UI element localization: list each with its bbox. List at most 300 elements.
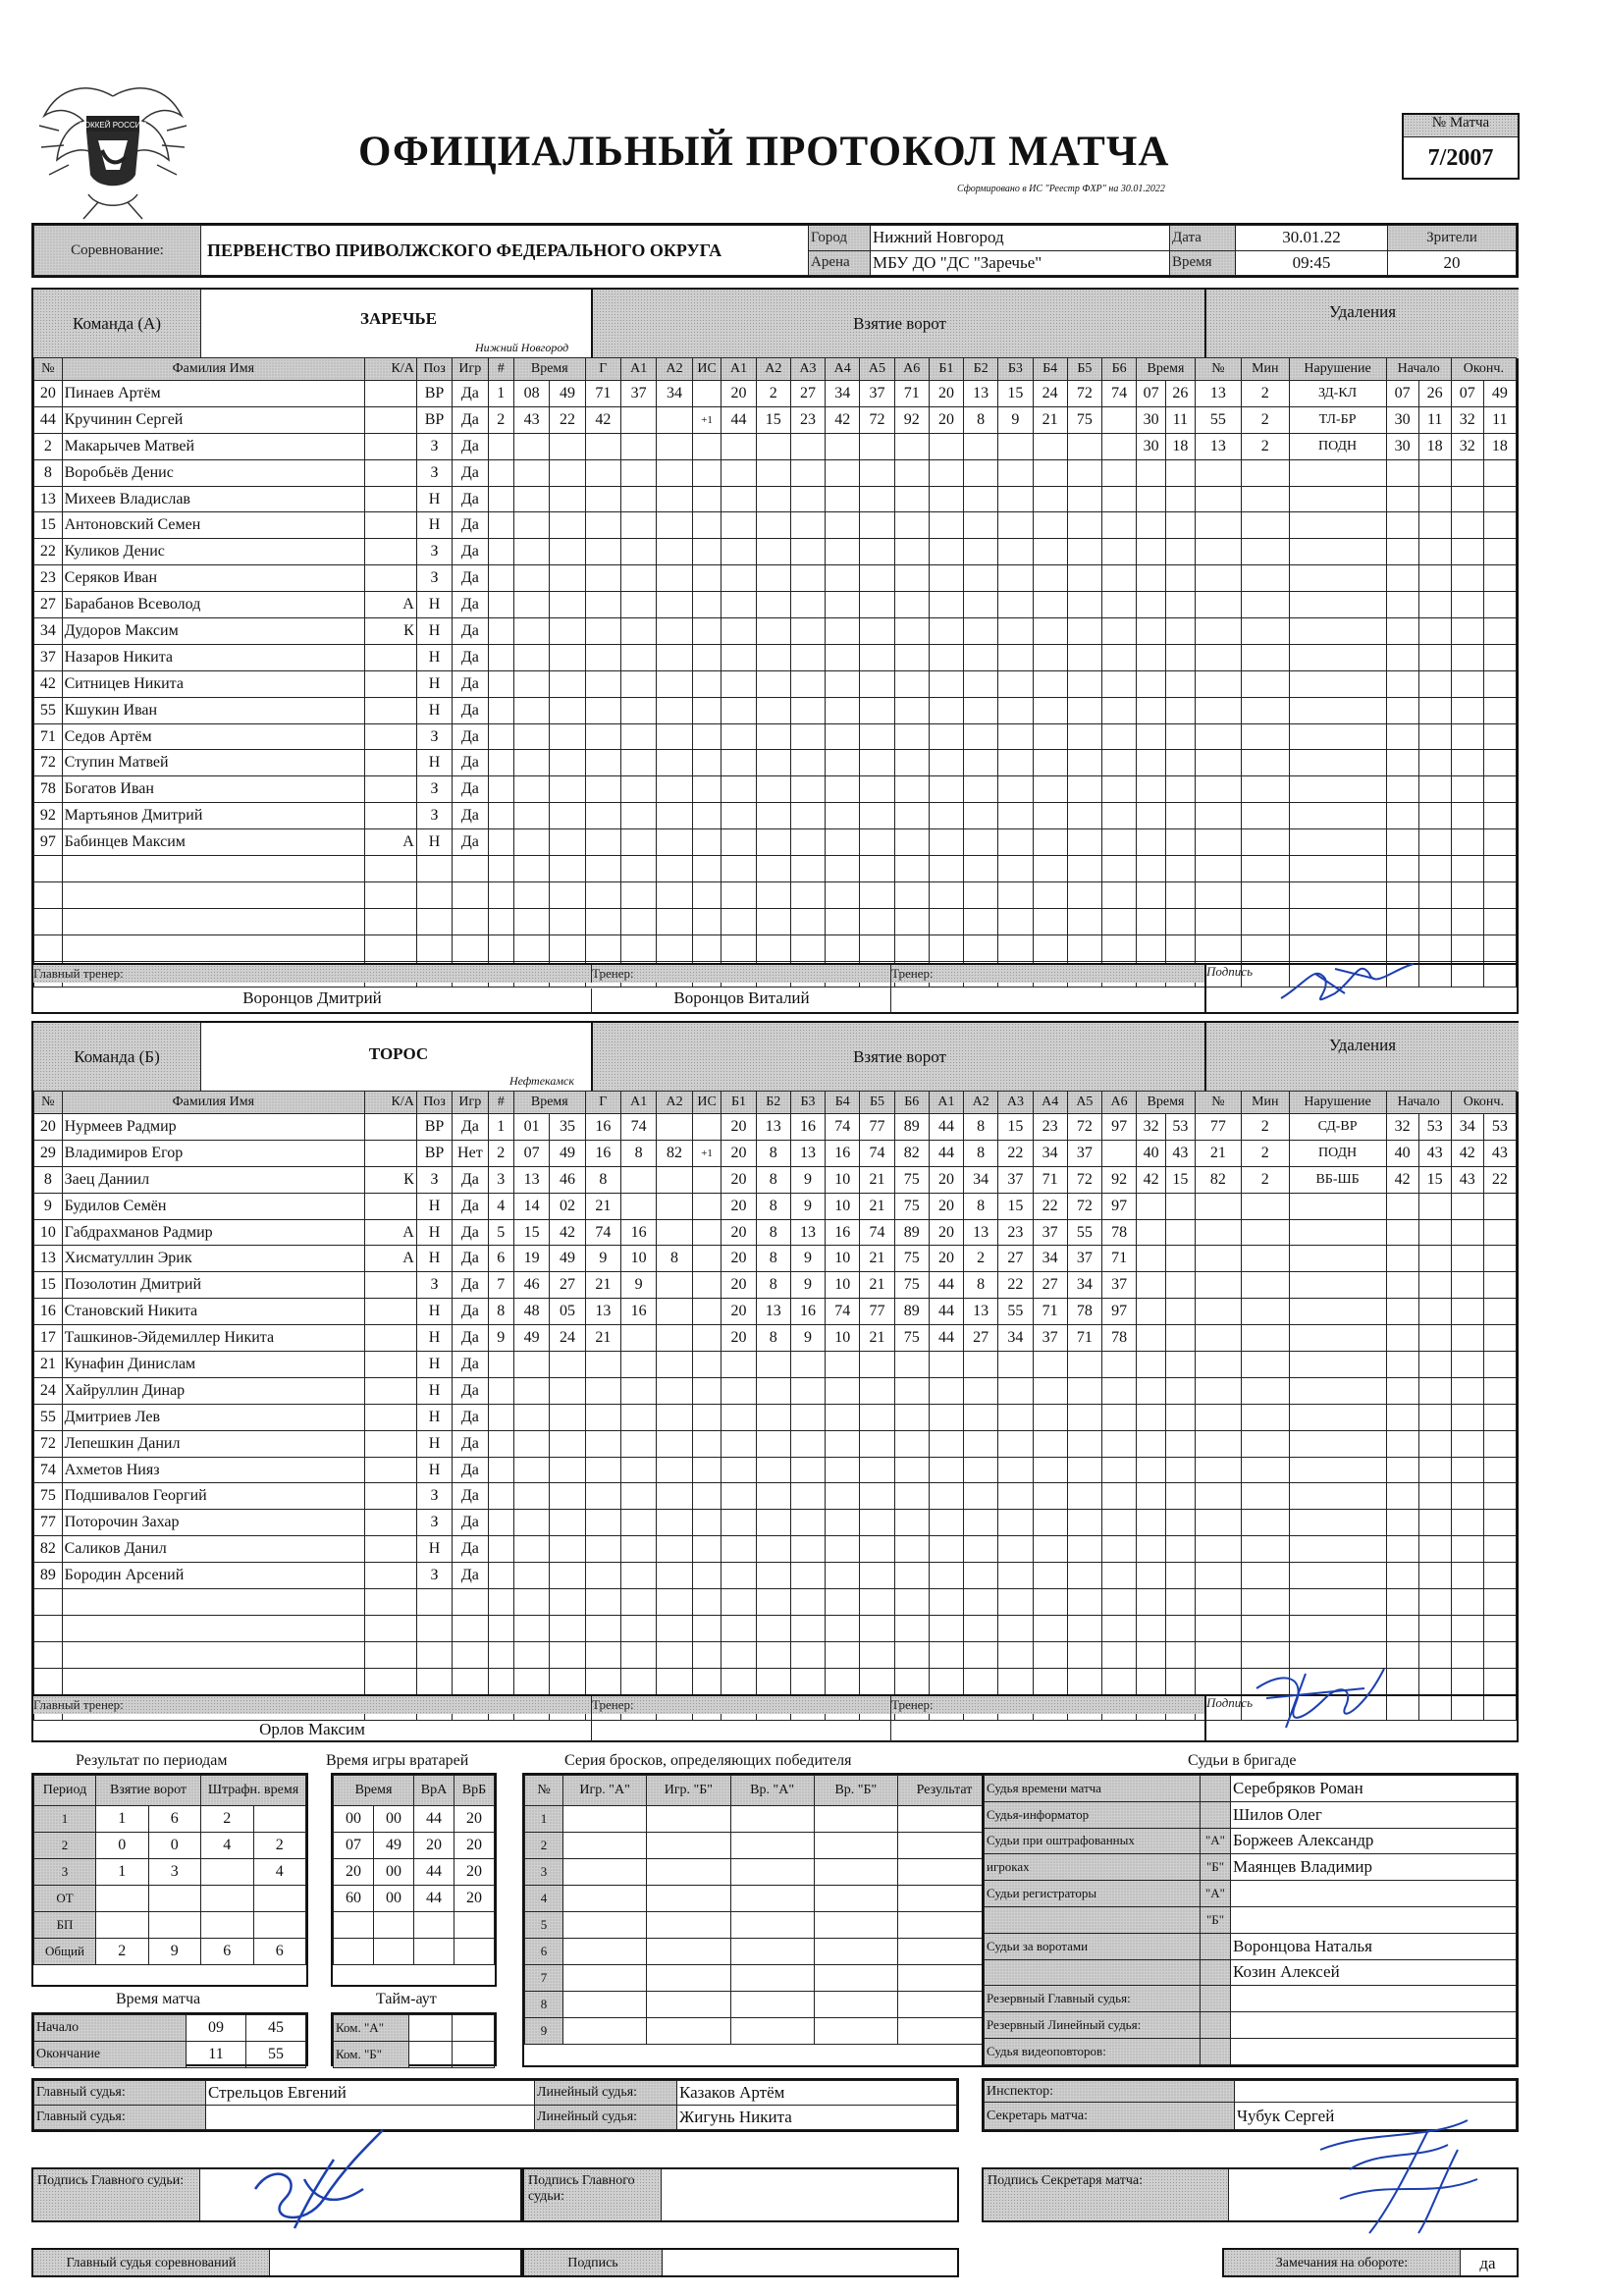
- penalty-cell: [1195, 881, 1241, 908]
- penalty-cell: [1386, 723, 1418, 750]
- penalty-cell: [1386, 803, 1418, 829]
- player-position: Н: [416, 1193, 452, 1219]
- penalty-cell: ТЛ-БР: [1289, 406, 1386, 433]
- periods-title: Результат по периодам: [76, 1752, 228, 1769]
- goal-cell: [894, 459, 929, 486]
- goal-cell: [860, 1352, 894, 1378]
- penalty-cell: [1242, 1430, 1289, 1457]
- goal-cell: [790, 856, 825, 882]
- table-row: [525, 1965, 991, 1992]
- goal-cell: [585, 1377, 620, 1404]
- table-row: [34, 1246, 1517, 1272]
- goal-cell: [513, 644, 549, 670]
- goal-cell: [657, 1430, 692, 1457]
- penalty-cell: [1289, 881, 1386, 908]
- goal-cell: [756, 1404, 790, 1430]
- penalty-cell: [1165, 1536, 1195, 1563]
- goal-cell: [1033, 592, 1067, 618]
- player-position: З: [416, 565, 452, 592]
- player-col-header: К/А: [364, 1092, 416, 1114]
- penalty-cell: [1451, 1246, 1483, 1272]
- goal-cell: [1067, 1615, 1101, 1641]
- goal-cell: 34: [826, 381, 860, 407]
- goal-cell: [550, 1377, 585, 1404]
- player-number: 89: [34, 1563, 63, 1589]
- goal-cell: [894, 1641, 929, 1668]
- penalty-cell: [1451, 1352, 1483, 1378]
- penalty-cell: [1137, 1352, 1166, 1378]
- team-b-head-coach-label: Главный тренер:: [33, 1697, 124, 1712]
- period-value: 6: [148, 1806, 201, 1833]
- player-name: Саликов Данил: [62, 1536, 364, 1563]
- goal-cell: [826, 856, 860, 882]
- player-role: [364, 644, 416, 670]
- goal-cell: [657, 776, 692, 803]
- goal-cell: [513, 908, 549, 934]
- goal-cell: [692, 1589, 721, 1616]
- goal-cell: [657, 539, 692, 565]
- goal-cell: [790, 565, 825, 592]
- official-name: Воронцова Наталья: [1231, 1933, 1517, 1959]
- penalty-cell: [1289, 1457, 1386, 1483]
- goal-cell: 34: [1067, 1272, 1101, 1299]
- player-number: [34, 934, 63, 961]
- goal-cell: 2: [488, 406, 513, 433]
- goal-cell: [721, 723, 756, 750]
- goal-cell: [488, 723, 513, 750]
- player-name: [62, 908, 364, 934]
- goal-cell: [1033, 1589, 1067, 1616]
- goal-cell: 49: [550, 1246, 585, 1272]
- goal-cell: 8: [756, 1219, 790, 1246]
- goal-cell: [894, 512, 929, 539]
- penalty-cell: [1165, 776, 1195, 803]
- official-name: Шилов Олег: [1231, 1801, 1517, 1828]
- player-position: [416, 1615, 452, 1641]
- player-position: З: [416, 1510, 452, 1536]
- goal-cell: [585, 934, 620, 961]
- goal-cell: [585, 1641, 620, 1668]
- goal-col-header: А2: [756, 358, 790, 381]
- goal-cell: 7: [488, 1272, 513, 1299]
- goal-cell: [621, 1377, 657, 1404]
- shootout-cell: [898, 1859, 991, 1886]
- penalty-cell: [1483, 1641, 1516, 1668]
- goal-cell: [692, 723, 721, 750]
- penalty-cell: [1195, 1483, 1241, 1510]
- penalty-cell: [1195, 1246, 1241, 1272]
- player-position: З: [416, 1563, 452, 1589]
- goal-cell: 13: [964, 1299, 998, 1325]
- goal-cell: [964, 776, 998, 803]
- penalty-cell: [1418, 670, 1451, 697]
- penalty-cell: 2: [1242, 1140, 1289, 1166]
- player-name: Дудоров Максим: [62, 618, 364, 645]
- penalty-cell: [1165, 1377, 1195, 1404]
- penalty-cell: 32: [1451, 406, 1483, 433]
- team-a-goals-title: Взятие ворот: [591, 290, 1206, 358]
- table-row: [525, 1859, 991, 1886]
- goal-cell: [657, 565, 692, 592]
- period-value: 6: [201, 1939, 254, 1965]
- goal-cell: [488, 1563, 513, 1589]
- goal-cell: 8: [964, 1193, 998, 1219]
- penalty-cell: [1165, 881, 1195, 908]
- goal-cell: 97: [1102, 1114, 1137, 1141]
- penalty-col-header: Время: [1137, 358, 1195, 381]
- goal-cell: [894, 934, 929, 961]
- penalty-cell: [1418, 644, 1451, 670]
- shootout-cell: [814, 1859, 897, 1886]
- goal-cell: [621, 723, 657, 750]
- penalty-cell: [1242, 512, 1289, 539]
- penalty-cell: 26: [1418, 381, 1451, 407]
- goal-cell: [826, 670, 860, 697]
- goal-cell: [964, 459, 998, 486]
- goal-cell: 10: [826, 1325, 860, 1352]
- player-played: Да: [453, 459, 488, 486]
- team-b-header: [33, 1023, 1487, 1092]
- penalty-cell: [1483, 881, 1516, 908]
- penalty-cell: [1289, 723, 1386, 750]
- penalty-cell: 18: [1165, 433, 1195, 459]
- shootout-round: 2: [525, 1833, 563, 1859]
- penalty-cell: [1165, 539, 1195, 565]
- goal-cell: 35: [550, 1114, 585, 1141]
- penalty-cell: [1242, 750, 1289, 776]
- goal-cell: [550, 750, 585, 776]
- team-a-signature-label: Подпись: [1206, 964, 1253, 979]
- penalty-cell: [1137, 1615, 1166, 1641]
- goal-cell: [894, 1483, 929, 1510]
- goal-cell: [721, 1536, 756, 1563]
- spectators-value: 20: [1388, 250, 1517, 276]
- goal-cell: [1102, 1536, 1137, 1563]
- shootout-round: 8: [525, 1992, 563, 2018]
- shootout-cell: [730, 1965, 814, 1992]
- goal-cell: [790, 644, 825, 670]
- goal-cell: [964, 565, 998, 592]
- page-title: ОФИЦИАЛЬНЫЙ ПРОТОКОЛ МАТЧА: [358, 129, 1170, 175]
- goal-cell: [488, 512, 513, 539]
- penalty-cell: [1483, 1615, 1516, 1641]
- official-role: Резервный Линейный судья:: [985, 2012, 1201, 2039]
- goal-cell: [1067, 592, 1101, 618]
- player-col-header: №: [34, 1092, 63, 1114]
- goal-cell: [790, 908, 825, 934]
- goal-cell: [998, 1563, 1033, 1589]
- period-value: 1: [96, 1806, 149, 1833]
- goal-col-header: Б4: [826, 1092, 860, 1114]
- goal-cell: 78: [1102, 1325, 1137, 1352]
- goal-col-header: Б3: [998, 358, 1033, 381]
- goal-cell: [1102, 1668, 1137, 1694]
- goal-cell: 15: [998, 1193, 1033, 1219]
- table-row: [525, 1886, 991, 1912]
- penalty-cell: [1418, 618, 1451, 645]
- penalty-cell: [1165, 565, 1195, 592]
- goal-col-header: Б5: [1067, 358, 1101, 381]
- goal-col-header: А6: [1102, 1092, 1137, 1114]
- goal-cell: [998, 1430, 1033, 1457]
- player-col-header: Поз: [416, 358, 452, 381]
- goal-cell: [1067, 934, 1101, 961]
- period-value: [201, 1912, 254, 1939]
- goal-col-header: А4: [826, 358, 860, 381]
- shootout-cell: [814, 1939, 897, 1965]
- goal-cell: [721, 750, 756, 776]
- table-row: [34, 1272, 1517, 1299]
- player-name: Габдрахманов Радмир: [62, 1219, 364, 1246]
- coach2-label-bg: [890, 1696, 1205, 1714]
- goal-cell: [721, 670, 756, 697]
- goal-cell: 8: [621, 1140, 657, 1166]
- player-role: [364, 1404, 416, 1430]
- goal-cell: 13: [790, 1140, 825, 1166]
- goal-cell: [894, 1589, 929, 1616]
- goal-col-header: Б5: [860, 1092, 894, 1114]
- goal-cell: [860, 1563, 894, 1589]
- goal-cell: [585, 697, 620, 723]
- goal-cell: [929, 1589, 963, 1616]
- player-played: Да: [453, 486, 488, 512]
- goal-cell: [621, 1563, 657, 1589]
- goal-cell: [721, 1510, 756, 1536]
- goal-cell: 22: [550, 406, 585, 433]
- player-role: [364, 1352, 416, 1378]
- goal-cell: [1067, 1510, 1101, 1536]
- goal-cell: [894, 539, 929, 565]
- goal-cell: [692, 1668, 721, 1694]
- goal-cell: [826, 934, 860, 961]
- goal-cell: [1102, 829, 1137, 856]
- official-name: Козин Алексей: [1231, 1959, 1517, 1986]
- goal-cell: [860, 670, 894, 697]
- official-role: Резервный Главный судья:: [985, 1986, 1201, 2012]
- player-role: [364, 512, 416, 539]
- goal-cell: 21: [585, 1193, 620, 1219]
- penalty-cell: [1418, 565, 1451, 592]
- goal-cell: [1033, 565, 1067, 592]
- penalty-cell: [1386, 539, 1418, 565]
- line-referee2: Жигунь Никита: [677, 2106, 957, 2130]
- player-col-header: Фамилия Имя: [62, 358, 364, 381]
- goal-cell: [1102, 1641, 1137, 1668]
- goal-cell: 1: [488, 381, 513, 407]
- match-number: 7/2007: [1427, 145, 1494, 171]
- penalty-cell: [1195, 1193, 1241, 1219]
- goal-cell: [998, 1641, 1033, 1668]
- goal-cell: [550, 433, 585, 459]
- goal-cell: [790, 1510, 825, 1536]
- penalty-cell: [1289, 1299, 1386, 1325]
- goal-cell: [721, 776, 756, 803]
- player-number: 42: [34, 670, 63, 697]
- signature-main2-label: Подпись Главного судьи:: [524, 2169, 662, 2220]
- goals-col-header: Взятие ворот: [96, 1776, 201, 1806]
- penalty-cell: [1483, 1510, 1516, 1536]
- player-played: Да: [453, 644, 488, 670]
- penalty-cell: [1483, 512, 1516, 539]
- goal-cell: 20: [721, 1219, 756, 1246]
- goalie-time-cell: 44: [414, 1886, 454, 1912]
- official-team: "Б": [1201, 1854, 1231, 1881]
- goal-cell: [756, 459, 790, 486]
- penalty-cell: ПОДН: [1289, 433, 1386, 459]
- player-number: 15: [34, 512, 63, 539]
- goal-cell: [998, 1404, 1033, 1430]
- player-played: Да: [453, 1483, 488, 1510]
- table-row: [34, 1912, 306, 1939]
- penalty-cell: [1418, 1193, 1451, 1219]
- goal-cell: 21: [860, 1272, 894, 1299]
- shootout-cell: [898, 2018, 991, 2045]
- goalie-time-cell: 20: [334, 1859, 374, 1886]
- shootout-cell: [730, 1939, 814, 1965]
- goal-cell: [513, 486, 549, 512]
- penalty-cell: [1165, 697, 1195, 723]
- goal-cell: [585, 618, 620, 645]
- goal-cell: [964, 1536, 998, 1563]
- period-label: 3: [34, 1859, 96, 1886]
- goal-cell: [621, 750, 657, 776]
- shootout-table: [522, 1773, 993, 2067]
- penalty-cell: 07: [1451, 381, 1483, 407]
- goal-cell: [721, 1563, 756, 1589]
- goal-cell: [1102, 459, 1137, 486]
- table-row: [525, 1992, 991, 2018]
- penalty-cell: [1137, 1563, 1166, 1589]
- player-role: [364, 1510, 416, 1536]
- player-played: Да: [453, 1352, 488, 1378]
- goal-cell: [1102, 934, 1137, 961]
- period-value: [96, 1886, 149, 1912]
- shootout-cell: [647, 1806, 730, 1833]
- goal-cell: [721, 565, 756, 592]
- player-position: З: [416, 1166, 452, 1193]
- penalty-cell: [1165, 644, 1195, 670]
- goal-cell: [790, 670, 825, 697]
- player-number: 74: [34, 1457, 63, 1483]
- goal-cell: [513, 1404, 549, 1430]
- goal-cell: [692, 856, 721, 882]
- goal-cell: [657, 1114, 692, 1141]
- goal-cell: [1067, 723, 1101, 750]
- penalty-cell: [1451, 1510, 1483, 1536]
- main-referee-signature: [236, 2120, 402, 2238]
- player-number: 21: [34, 1352, 63, 1378]
- goal-cell: [964, 1563, 998, 1589]
- penalty-cell: [1137, 1457, 1166, 1483]
- player-name: [62, 1668, 364, 1694]
- logo-text: ХОККЕЙ РОССИИ: [79, 121, 147, 130]
- penalty-cell: [1289, 459, 1386, 486]
- goal-cell: [513, 1536, 549, 1563]
- goal-cell: [826, 908, 860, 934]
- team-a-head-coach: Воронцов Дмитрий: [242, 988, 382, 1007]
- penalty-cell: [1386, 1377, 1418, 1404]
- penalty-cell: [1289, 1430, 1386, 1457]
- goal-cell: [929, 1668, 963, 1694]
- player-role: [364, 1615, 416, 1641]
- player-name: Макарычев Матвей: [62, 433, 364, 459]
- goal-cell: [756, 1536, 790, 1563]
- penalty-col-header: Нарушение: [1289, 358, 1386, 381]
- penalty-cell: [1195, 1457, 1241, 1483]
- table-row: [334, 1912, 495, 1939]
- goal-cell: 21: [1033, 406, 1067, 433]
- goal-cell: [929, 881, 963, 908]
- penalty-cell: [1137, 486, 1166, 512]
- player-role: [364, 1668, 416, 1694]
- goal-cell: [998, 1483, 1033, 1510]
- goal-cell: [657, 803, 692, 829]
- inspector: [1235, 2081, 1517, 2103]
- table-row: [34, 381, 1517, 407]
- penalty-cell: 55: [1195, 406, 1241, 433]
- head-coach-label-bg: [33, 1696, 591, 1714]
- goal-cell: [826, 1510, 860, 1536]
- goal-cell: [550, 1536, 585, 1563]
- goal-cell: 5: [488, 1219, 513, 1246]
- penalty-cell: [1451, 1430, 1483, 1457]
- goal-cell: 16: [621, 1299, 657, 1325]
- penalty-cell: 2: [1242, 381, 1289, 407]
- goal-cell: [585, 539, 620, 565]
- player-played: Да: [453, 592, 488, 618]
- goal-cell: [621, 856, 657, 882]
- penalty-cell: [1195, 1563, 1241, 1589]
- goal-cell: [929, 539, 963, 565]
- player-played: Да: [453, 1114, 488, 1141]
- goal-cell: [756, 1615, 790, 1641]
- player-number: [34, 908, 63, 934]
- goal-cell: [1067, 512, 1101, 539]
- match-number-label: № Матча: [1404, 115, 1518, 137]
- shootout-cell: [563, 1859, 647, 1886]
- goal-cell: [585, 776, 620, 803]
- penalty-cell: 2: [1242, 406, 1289, 433]
- penalty-cell: [1195, 803, 1241, 829]
- player-name: Позолотин Дмитрий: [62, 1272, 364, 1299]
- period-value: [253, 1806, 306, 1833]
- goal-cell: [1033, 856, 1067, 882]
- goal-cell: [756, 565, 790, 592]
- penalty-cell: [1483, 459, 1516, 486]
- penalty-cell: [1195, 1641, 1241, 1668]
- goal-cell: 20: [721, 1246, 756, 1272]
- player-position: З: [416, 1483, 452, 1510]
- goal-col-header: А1: [621, 358, 657, 381]
- penalty-cell: [1386, 1615, 1418, 1641]
- shootout-cell: [730, 1992, 814, 2018]
- goal-cell: 16: [621, 1219, 657, 1246]
- goal-cell: [621, 592, 657, 618]
- player-position: З: [416, 433, 452, 459]
- goal-cell: [513, 1352, 549, 1378]
- penalty-cell: [1289, 697, 1386, 723]
- table-row: [34, 486, 1517, 512]
- table-row: [34, 750, 1517, 776]
- goal-cell: [657, 908, 692, 934]
- goal-cell: [550, 644, 585, 670]
- goal-cell: 97: [1102, 1299, 1137, 1325]
- shootout-cell: [647, 1833, 730, 1859]
- table-row: [34, 1859, 306, 1886]
- goal-cell: [790, 592, 825, 618]
- team-b-goals-title: Взятие ворот: [591, 1023, 1206, 1092]
- player-played: Да: [453, 565, 488, 592]
